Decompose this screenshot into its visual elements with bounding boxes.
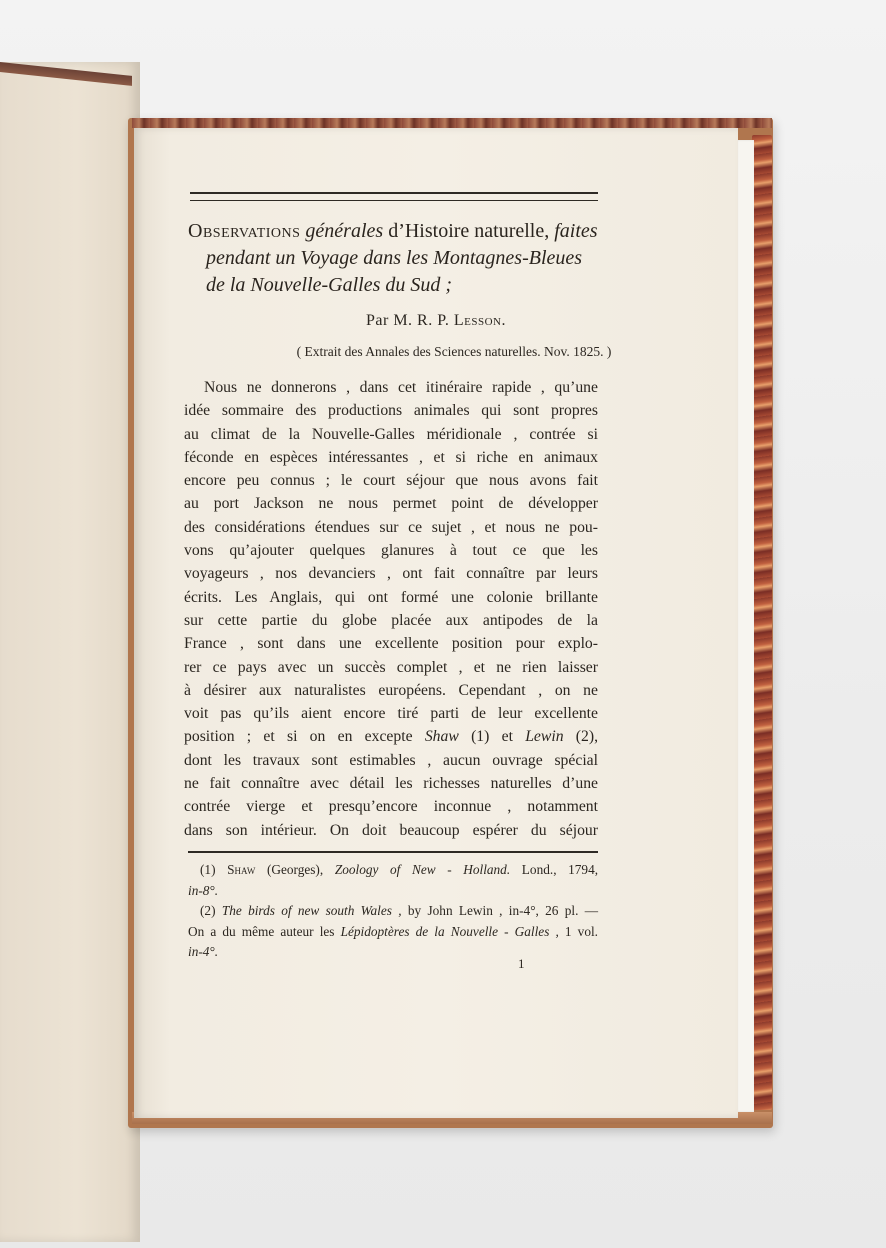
title-line-3: de la Nouvelle-Galles du Sud ; <box>206 274 453 296</box>
body-line: au port Jackson ne nous permet point de développer <box>184 495 598 513</box>
footnote-fragment: (Georges), <box>266 862 324 877</box>
footnote-fragment: by John Lewin , in-4°, 26 pl. — <box>407 903 599 918</box>
body-line: idée sommaire des productions animales qui sont propres <box>184 402 598 420</box>
title-italic-2: faites <box>554 220 598 242</box>
footnote-2-cont <box>188 922 598 943</box>
head-rule <box>190 192 598 201</box>
body-line: ne fait connaître avec détail les richesses naturelles d’une <box>184 775 598 793</box>
body-text <box>184 376 598 842</box>
body-line: rer ce pays avec un succès complet , et ne rien laisser <box>184 658 598 676</box>
body-line: dont les travaux sont estimables , aucun ouvrage spécial <box>184 751 598 769</box>
footnote-title: Lépidoptères de la Nouvelle - Galles , <box>340 923 559 939</box>
citation-shaw: Shaw <box>424 728 459 746</box>
footnote-format: in-8°. <box>188 882 219 898</box>
body-line: dans son intérieur. On doit beaucoup espérer du séjour <box>184 821 598 839</box>
footnotes <box>188 860 598 963</box>
footnote-fragment: 1 vol. <box>564 923 598 939</box>
body-fragment: (2), <box>575 728 599 746</box>
title-line-2: pendant un Voyage dans les Montagnes-Bleues <box>206 247 583 269</box>
body-line: voit pas qu’ils aient encore tiré parti de leur excellente <box>184 705 598 723</box>
signature-mark: 1 <box>518 956 525 971</box>
footnote-2 <box>188 901 598 922</box>
footnote-number: (2) <box>200 903 216 918</box>
body-line: sur cette partie du globe placée aux antipodes de la <box>184 611 598 629</box>
footnote-2-end <box>188 942 598 963</box>
body-line: encore peu connus ; le court séjour que nous avons fait <box>184 472 598 490</box>
author-line <box>134 312 738 330</box>
page-edges <box>736 140 754 1112</box>
body-line: Nous ne donnerons , dans cet itinéraire rapide , qu’une <box>204 379 598 396</box>
footnote-fragment: On a du même auteur les <box>188 923 335 939</box>
footnote-number: (1) <box>200 862 216 877</box>
body-line: féconde en espèces intéressantes , et si riche en animaux <box>184 448 598 466</box>
author-name: Lesson. <box>453 312 506 329</box>
citation-lewin: Lewin <box>525 728 564 746</box>
author-prefix: Par M. R. P. <box>366 312 450 329</box>
extract-note: ( Extrait des Annales des Sciences naturelles. Nov. 1825. ) <box>296 344 612 359</box>
footnote-rule <box>188 851 598 853</box>
title-roman: d’Histoire naturelle, <box>388 220 550 242</box>
footnote-1-cont <box>188 881 598 902</box>
fore-edge-marbling <box>752 135 772 1110</box>
footnote-title: The birds of new south Wales , <box>221 903 402 918</box>
title-italic-1: générales <box>305 220 384 242</box>
body-line: contrée vierge et presqu’encore inconnue , notamment <box>184 798 598 816</box>
body-line-citations <box>184 725 598 748</box>
body-line: des considérations étendues sur ce sujet , et nous ne pou- <box>184 518 598 536</box>
footnote-fragment: Lond., 1794, <box>521 862 599 877</box>
body-line: écrits. Les Anglais, qui ont formé une colonie brillante <box>184 588 598 606</box>
top-marbled-edge <box>132 118 772 128</box>
body-line: voyageurs , nos devanciers , ont fait connaître par leurs <box>184 565 598 583</box>
body-fragment: position ; et si on en excepte <box>184 728 413 746</box>
footnote-title: Zoology of New - Holland. <box>334 862 511 877</box>
footnote-format: in-4°. <box>188 944 219 959</box>
footnote-author: Shaw <box>227 862 256 877</box>
article-title <box>188 218 620 299</box>
left-endpaper <box>0 62 140 1242</box>
footnote-1 <box>188 860 598 881</box>
body-line: vons qu’ajouter quelques glanures à tout ce que les <box>184 542 598 560</box>
body-line: à désirer aux naturalistes européens. Cependant , on ne <box>184 681 598 699</box>
title-small-caps: Observations <box>188 220 301 242</box>
body-line: France , sont dans une excellente position pour explo- <box>184 635 598 653</box>
body-fragment: (1) et <box>471 728 513 746</box>
body-line: au climat de la Nouvelle-Galles méridionale , contrée si <box>184 425 598 443</box>
printed-page <box>134 128 738 1118</box>
